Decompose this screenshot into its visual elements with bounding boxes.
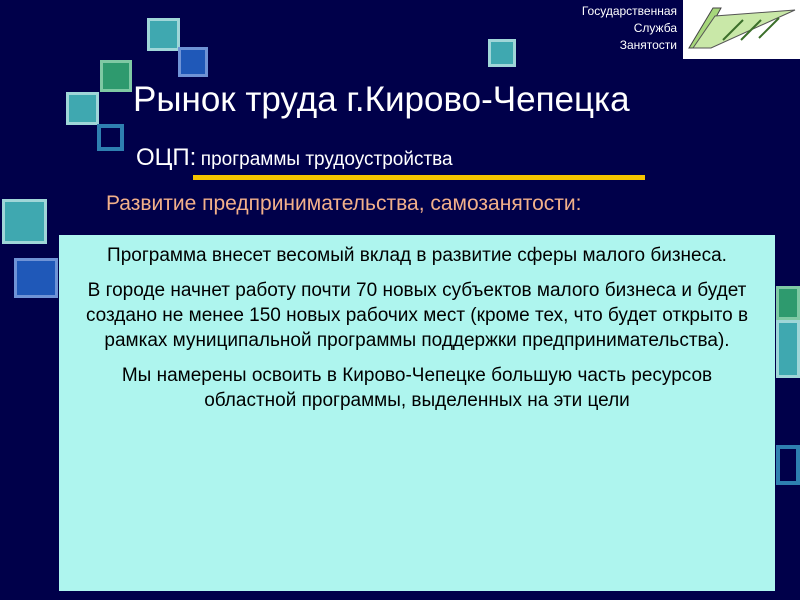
slide-title: Рынок труда г.Кирово-Чепецка bbox=[133, 80, 630, 119]
org-name-line: Служба bbox=[633, 21, 677, 35]
panel-paragraph: В городе начнет работу почти 70 новых субъектов малого бизнеса и будет создано не менее 150 новых рабочих мест (кроме тех, что будет открыто в рамках муниципальной программы поддержки предпринимательства). bbox=[85, 280, 749, 351]
slide-subtitle bbox=[136, 144, 453, 172]
decor-square bbox=[776, 320, 800, 378]
org-name-line: Занятости bbox=[619, 38, 677, 52]
decor-square bbox=[100, 60, 132, 92]
decor-square bbox=[488, 39, 516, 67]
decor-square bbox=[14, 258, 58, 298]
section-heading: Развитие предпринимательства, самозанятости: bbox=[106, 192, 582, 215]
logo-icon bbox=[683, 0, 800, 59]
panel-paragraph: Мы намерены освоить в Кирово-Чепецке большую часть ресурсов областной программы, выделенных на эти цели bbox=[121, 365, 713, 411]
decor-square bbox=[776, 286, 800, 320]
decor-square bbox=[776, 445, 800, 485]
content-panel bbox=[59, 235, 775, 591]
decor-square bbox=[97, 124, 124, 151]
logo bbox=[683, 0, 800, 59]
subtitle-prefix: ОЦП: bbox=[136, 144, 197, 171]
org-name-line: Государственная bbox=[581, 4, 677, 18]
org-name bbox=[553, 3, 677, 54]
decor-square bbox=[2, 199, 47, 244]
subtitle-text: программы трудоустройства bbox=[200, 149, 453, 170]
decor-square bbox=[178, 47, 208, 77]
decor-square bbox=[66, 92, 99, 125]
decor-square bbox=[147, 18, 180, 51]
panel-paragraph: Программа внесет весомый вклад в развитие сферы малого бизнеса. bbox=[107, 245, 727, 266]
title-underline bbox=[193, 175, 645, 180]
